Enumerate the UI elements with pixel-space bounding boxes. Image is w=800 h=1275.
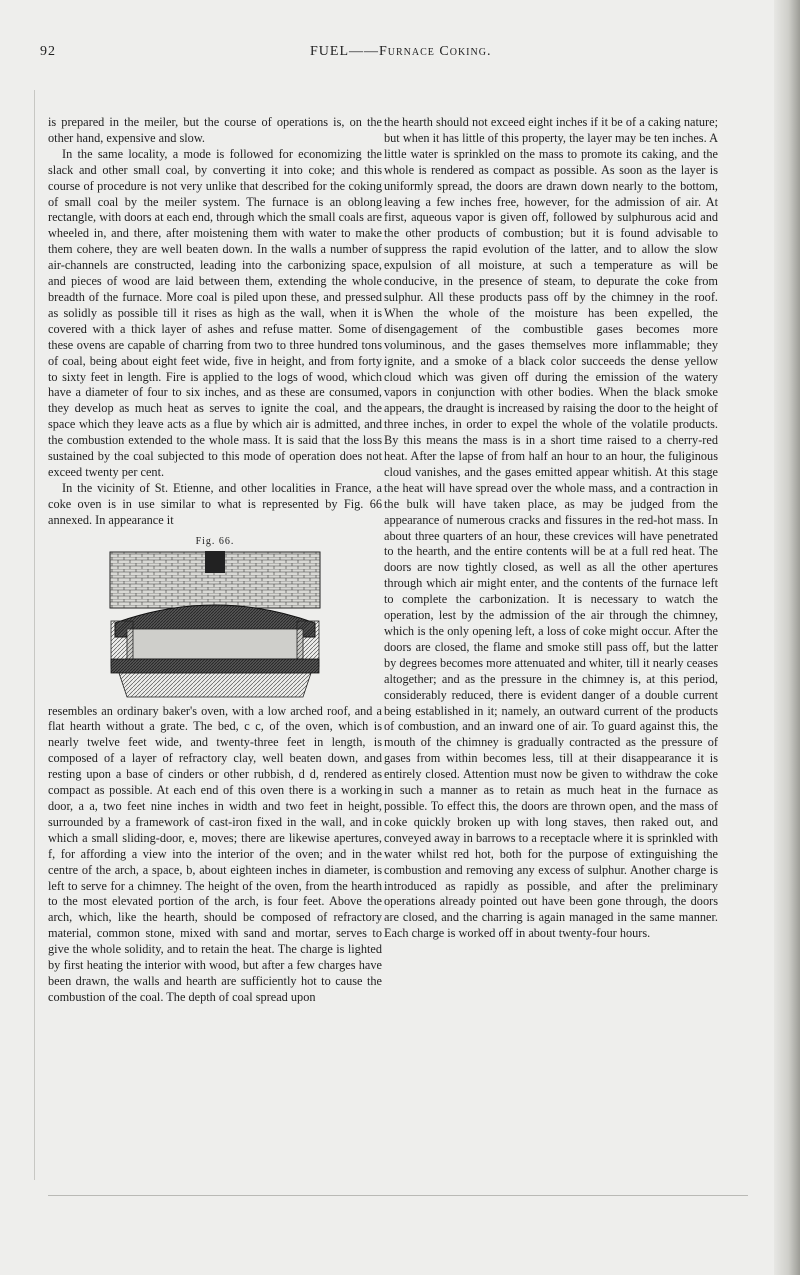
chimney-opening (205, 551, 225, 573)
paragraph: the hearth should not exceed eight inches if it be of a caking nature; but when it has little of this property, the layer may be ten inches. A little water is sprinkled on the mass to promote its caking, and the whole is rendered as compact as possible. As soon as the layer is uniformly spread, the doors are drawn down nearly to the bottom, leaving a few inches free, however, for the admission of air. At first, aqueous vapor is given off, followed by sulphurous acid and the other products of combustion; but it is found advisable to suppress the rapid evolution of the latter, and to allow the slow expulsion of all moisture, at such a temperature as will be conducive, in the presence of steam, to depurate the coke from sulphur. All these products pass off by the chimney in the roof. When the whole of the moisture has been expelled, the disengagement of the combustible gases becomes more voluminous, and the gases themselves more inflammable; they ignite, and a smoke of a black color succeeds the dense yellow cloud which was given off during the emission of the watery vapors in conjunction with other bodies. When the black smoke appears, the draught is increased by raising the door to the height of three inches, in order to expel the whole of the volatile products. By this means the mass is in a short time raised to a cherry-red heat. After the lapse of from half an hour to an hour, the fuliginous cloud vanishes, and the gases emitted appear whitish. At this stage the heat will have spread over the whole mass, and a contraction in the bulk will have taken place, as may be judged from the appearance of numerous cracks and fissures in the red-hot mass. In about three quarters of an hour, these crevices will have penetrated to the hearth, and the entire contents will be at a full red heat. The doors are now tightly closed, as well as all the other apertures through which air might enter, and the contents of the furnace left to complete the carbonization. It is necessary to watch the operation, lest by the admission of the air through the chimney, which is the only opening left, a loss of coke might occur. After the doors are closed, the flame and smoke still pass off, but the latter by degrees becomes more attenuated and whiter, till it nearly ceases altogether; and as the pressure in the chimney is, at this period, considerably reduced, there is evident danger of a double current being established in it; namely, an outward current of the products of combustion, and an inward one of air. To guard against this, the mouth of the chimney is gradually contracted as the pressure of gases from within becomes less, till at their disappearance it is entirely closed. Attention must now be given to withdraw the coke in such a manner as to retain as much heat in the furnace as possible. To effect this, the doors are thrown open, and the mass of coke quickly broken up with long staves, then raked out, and conveyed away in barrows to a receptacle where it is sprinkled with water whilst red hot, both for the purpose of extinguishing the combustion and removing any excess of sulphur. Another charge is introduced as rapidly as possible, and after the preliminary operations already pointed out have been gone through, the doors are closed, and the charring is again managed in the same manner. Each charge is worked off in about twenty-four hours. (384, 115, 718, 941)
hearth-bed (111, 659, 319, 673)
right-column (384, 115, 718, 942)
left-column (48, 115, 382, 1006)
page-header (40, 36, 720, 66)
running-title: FUEL——Furnace Coking. (310, 44, 492, 59)
paragraph: In the vicinity of St. Etienne, and other localities in France, a coke oven is in use similar to what is represented by Fig. 66 annexed. In appearance it (48, 480, 382, 527)
figure-66 (48, 535, 382, 699)
rubbish-base (119, 673, 311, 697)
page-edge-shadow (774, 0, 800, 1275)
bottom-rule (48, 1195, 748, 1196)
oven-chamber (127, 629, 303, 659)
paragraph: resembles an ordinary baker's oven, with a low arched roof, and a flat hearth without a grate. The bed, c c, of the oven, which is nearly twelve feet wide, and twenty-three feet in length, is composed of a layer of refractory clay, well beaten down, and resting upon a base of cinders or other rubbish, d d, rendered as compact as possible. At each end of this oven there is a working door, a a, two feet nine inches in width and two feet in height, surrounded by a framework of cast-iron fixed in the wall, and in which a small sliding-door, e, moves; there are likewise apertures, f, for affording a view into the interior of the oven; and in the centre of the arch, a space, b, about eighteen inches in diameter, is left to serve for a chimney. The height of the oven, from the hearth to the most elevated portion of the arch, is four feet. Above the arch, which, like the hearth, should be composed of refractory material, common stone, mixed with sand and mortar, serves to give the whole solidity, and to retain the heat. The charge is lighted by first heating the interior with wood, but after a few charges have been drawn, the walls and hearth are sufficiently hot to cause the combustion of the coal. The depth of coal spread upon (48, 703, 382, 1004)
figure-caption: Fig. 66. (195, 535, 235, 547)
coke-oven-illustration (109, 551, 321, 699)
page-number: 92 (40, 44, 56, 59)
paragraph: is prepared in the meiler, but the course of operations is, on the other hand, expensive and slow. (48, 115, 382, 145)
margin-rule (34, 90, 35, 1180)
paragraph: In the same locality, a mode is followed for economizing the slack and other small coal, by converting it into coke; and this course of procedure is not very unlike that described for the coking of small coal by the meiler system. The furnace is an oblong rectangle, with doors at each end, through which the small coals are wheeled in, and there, after moistening them with water to make them cohere, they are well beaten down. In the walls a number of air-channels are constructed, leading into the carbonizing space, and pieces of wood are laid between them, extending the whole breadth of the furnace. More coal is piled upon these, and pressed as solidly as possible till it rises as high as the wall, when it is covered with a thick layer of ashes and refuse matter. Some of these ovens are capable of charring from two to three hundred tons of coal, being about eight feet wide, five in height, and from forty to sixty feet in length. Fire is applied to the logs of wood, which have a diameter of four to six inches, and as these are consumed, they develop as much heat as serves to ignite the coal, and the space which they leave acts as a flue by which air is admitted, and the combustion extended to the whole mass. It is said that the loss sustained by the coal subjected to this mode of operation does not exceed twenty per cent. (48, 146, 382, 479)
